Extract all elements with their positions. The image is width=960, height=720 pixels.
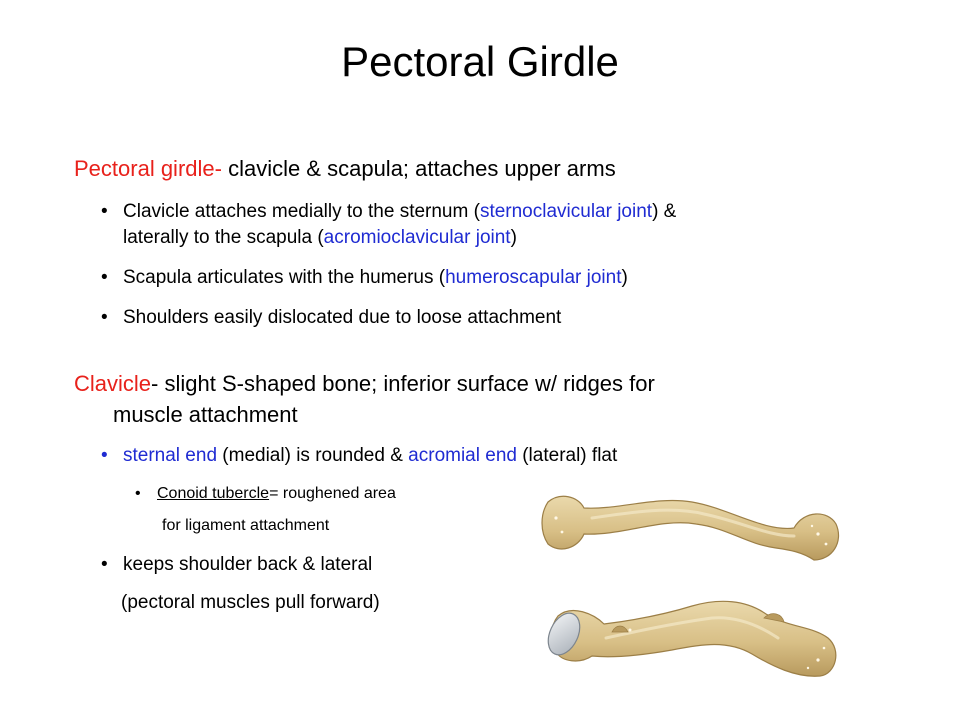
bullet-keeps-shoulder: keeps shoulder back & lateral <box>123 554 373 575</box>
bullet-clavicle-attach-line2 <box>123 225 517 250</box>
term-acromial-end: acromial end <box>408 445 517 466</box>
term-conoid-tubercle: Conoid tubercle <box>157 485 270 502</box>
bullet-ends <box>123 443 617 468</box>
section1-heading-text: clavicle & scapula; attaches upper arms <box>221 156 616 181</box>
section1-heading <box>74 155 616 183</box>
bullet-marker: • <box>101 267 108 288</box>
bullet-text: ) <box>621 267 628 288</box>
bullet-text: ) <box>510 227 517 248</box>
bullet-keeps-shoulder-line2: (pectoral muscles pull forward) <box>121 592 380 613</box>
term-humeroscapular-joint: humeroscapular joint <box>445 267 622 288</box>
slide-title: Pectoral Girdle <box>341 38 619 85</box>
term-acromioclavicular-joint: acromioclavicular joint <box>323 227 511 248</box>
bullet-text: = roughened area <box>269 485 396 502</box>
sub-bullet-marker: • <box>135 485 141 502</box>
sub-bullet-conoid <box>157 483 396 505</box>
term-sternoclavicular-joint: sternoclavicular joint <box>479 201 653 222</box>
bullet-text: Clavicle attaches medially to the sternum ( <box>123 201 480 222</box>
section2-heading-line2: muscle attachment <box>113 402 298 427</box>
section2-heading-text: - slight S-shaped bone; inferior surface w/ ridges for <box>151 371 655 396</box>
clavicle-illustration <box>532 488 842 693</box>
sub-bullet-conoid-line2: for ligament attachment <box>162 517 330 534</box>
clavicle-bottom-view <box>542 601 836 676</box>
term-sternal-end: sternal end <box>123 445 218 466</box>
bullet-text: ) & <box>652 201 677 222</box>
bullet-text: laterally to the scapula ( <box>123 227 324 248</box>
term-pectoral-girdle: Pectoral girdle- <box>74 156 222 181</box>
bullet-shoulders-dislocated: Shoulders easily dislocated due to loose attachment <box>123 307 562 328</box>
bullet-marker: • <box>101 554 108 575</box>
clavicle-top-view <box>542 496 839 560</box>
bullet-text: (medial) is rounded & <box>217 445 409 466</box>
bullet-text: (lateral) flat <box>516 445 618 466</box>
term-clavicle: Clavicle <box>74 371 152 396</box>
bullet-clavicle-attach <box>123 199 676 224</box>
bullet-marker: • <box>101 445 108 466</box>
bullet-text: Scapula articulates with the humerus ( <box>123 267 446 288</box>
bullet-marker: • <box>101 307 108 328</box>
section2-heading <box>74 370 655 398</box>
bullet-marker: • <box>101 201 108 222</box>
bullet-scapula-articulates <box>123 265 628 290</box>
